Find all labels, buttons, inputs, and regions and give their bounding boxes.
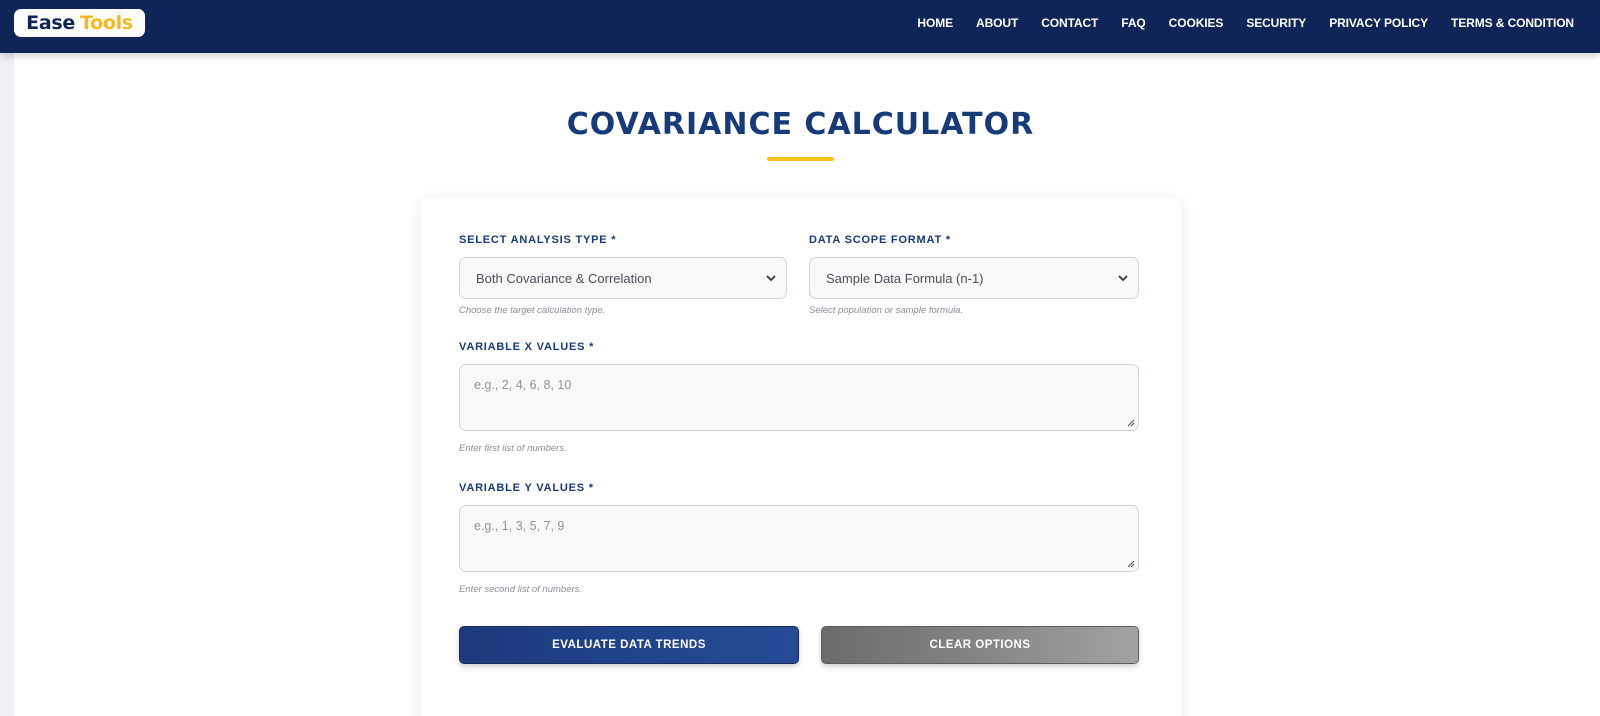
- clear-options-button[interactable]: CLEAR OPTIONS: [821, 626, 1139, 664]
- analysis-type-label: SELECT ANALYSIS TYPE *: [459, 234, 617, 246]
- title-underline: [767, 157, 834, 161]
- calculator-card: [421, 198, 1181, 716]
- top-navigation-bar: [0, 0, 1600, 53]
- chevron-down-icon: [1117, 272, 1129, 284]
- data-scope-hint: Select population or sample formula.: [809, 305, 964, 316]
- data-scope-value: Sample Data Formula (n-1): [826, 270, 984, 286]
- nav-privacy-policy[interactable]: PRIVACY POLICY: [1329, 16, 1429, 30]
- y-values-placeholder: e.g., 1, 3, 5, 7, 9: [474, 519, 565, 533]
- logo-word-ease: Ease: [26, 12, 75, 34]
- nav-cookies[interactable]: COOKIES: [1168, 16, 1224, 30]
- x-values-placeholder: e.g., 2, 4, 6, 8, 10: [474, 378, 572, 392]
- y-values-label: VARIABLE Y VALUES *: [459, 482, 594, 494]
- logo-word-tools: Tools: [79, 12, 133, 34]
- resize-grip-icon[interactable]: [1126, 559, 1135, 568]
- main-nav: [894, 0, 1574, 46]
- ease-tools-logo[interactable]: [14, 9, 145, 37]
- nav-about[interactable]: ABOUT: [976, 16, 1019, 30]
- evaluate-data-trends-button[interactable]: EVALUATE DATA TRENDS: [459, 626, 799, 664]
- page-content: [14, 53, 1600, 716]
- nav-contact[interactable]: CONTACT: [1041, 16, 1099, 30]
- analysis-type-select[interactable]: [459, 257, 787, 299]
- x-values-label: VARIABLE X VALUES *: [459, 341, 595, 353]
- data-scope-select[interactable]: [809, 257, 1139, 299]
- nav-terms-condition[interactable]: TERMS & CONDITION: [1451, 16, 1574, 30]
- nav-faq[interactable]: FAQ: [1121, 16, 1146, 30]
- page-title: COVARIANCE CALCULATOR: [566, 107, 1035, 142]
- analysis-type-value: Both Covariance & Correlation: [476, 270, 652, 286]
- resize-grip-icon[interactable]: [1126, 418, 1135, 427]
- x-values-hint: Enter first list of numbers.: [459, 443, 567, 454]
- nav-security[interactable]: SECURITY: [1246, 16, 1307, 30]
- y-values-hint: Enter second list of numbers.: [459, 584, 583, 595]
- nav-home[interactable]: HOME: [917, 16, 954, 30]
- chevron-down-icon: [765, 272, 777, 284]
- analysis-type-hint: Choose the target calculation type.: [459, 305, 606, 316]
- data-scope-label: DATA SCOPE FORMAT *: [809, 234, 951, 246]
- y-values-textarea[interactable]: [459, 505, 1139, 572]
- x-values-textarea[interactable]: [459, 364, 1139, 431]
